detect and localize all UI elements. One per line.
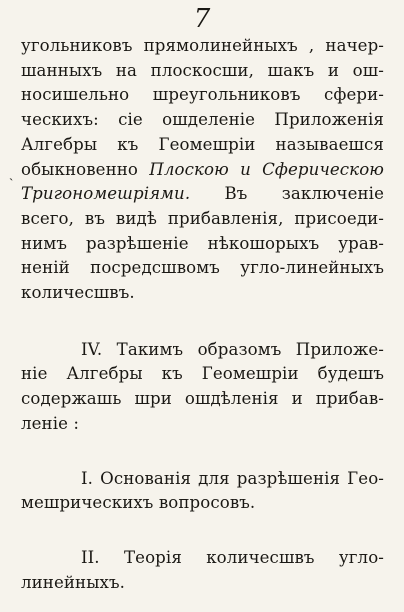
paragraph-gap [21,437,384,467]
text-line: всего, въ видѣ прибавленiя, присоеди- [21,208,384,228]
text-fragment: обыкновенно [21,159,150,179]
text-line: ненiй посредсшвомъ угло-линейныхъ [21,258,384,278]
text-line: шанныхъ на плоскосши, шакъ и ош- [21,60,384,80]
text-line: содержашь шри ошдѣленiя и прибав- [21,389,384,409]
paragraph-gap [21,516,384,546]
list-item-ii [21,546,384,595]
text-line: нiе Алгебры къ Геомешрiи будешъ [21,364,384,384]
text-line: I. Основанiя для разрѣшенiя Гео- [81,468,384,488]
text-line: угольниковъ прямолинейныхъ , начер- [21,36,384,55]
text-line: ческихъ: сiе ошделенiе Приложенiя [21,110,384,130]
page-number: 7 [193,4,211,34]
paragraph-gap [21,306,384,338]
paragraph-iv [21,338,384,437]
text-line: ленiе : [21,413,80,433]
text-line: IV. Такимъ образомъ Приложе- [81,339,384,359]
text-fragment: Въ заключенiе [190,184,384,204]
text-line: мешрическихъ вопросовъ. [21,493,256,513]
list-item-i [21,467,384,516]
italic-term: Тригономешрiями. [21,184,191,204]
text-line: количесшвъ. [21,283,135,303]
paragraph-continuation [21,34,384,306]
text-line [21,158,384,183]
text-line: носишельно шреугольниковъ сфери- [21,85,384,105]
text-line: II. Теорiя количесшвъ угло- [81,547,384,567]
page-body [21,34,384,595]
text-line: Алгебры къ Геомешрiи называешся [21,134,384,154]
text-line [21,182,384,207]
text-line: нимъ разрѣшенiе нѣкошорыхъ урав- [21,233,384,253]
text-line: линейныхъ. [21,572,125,592]
margin-mark: ˏ [9,167,14,182]
italic-term: Плоскою и Сферическою [149,159,384,179]
